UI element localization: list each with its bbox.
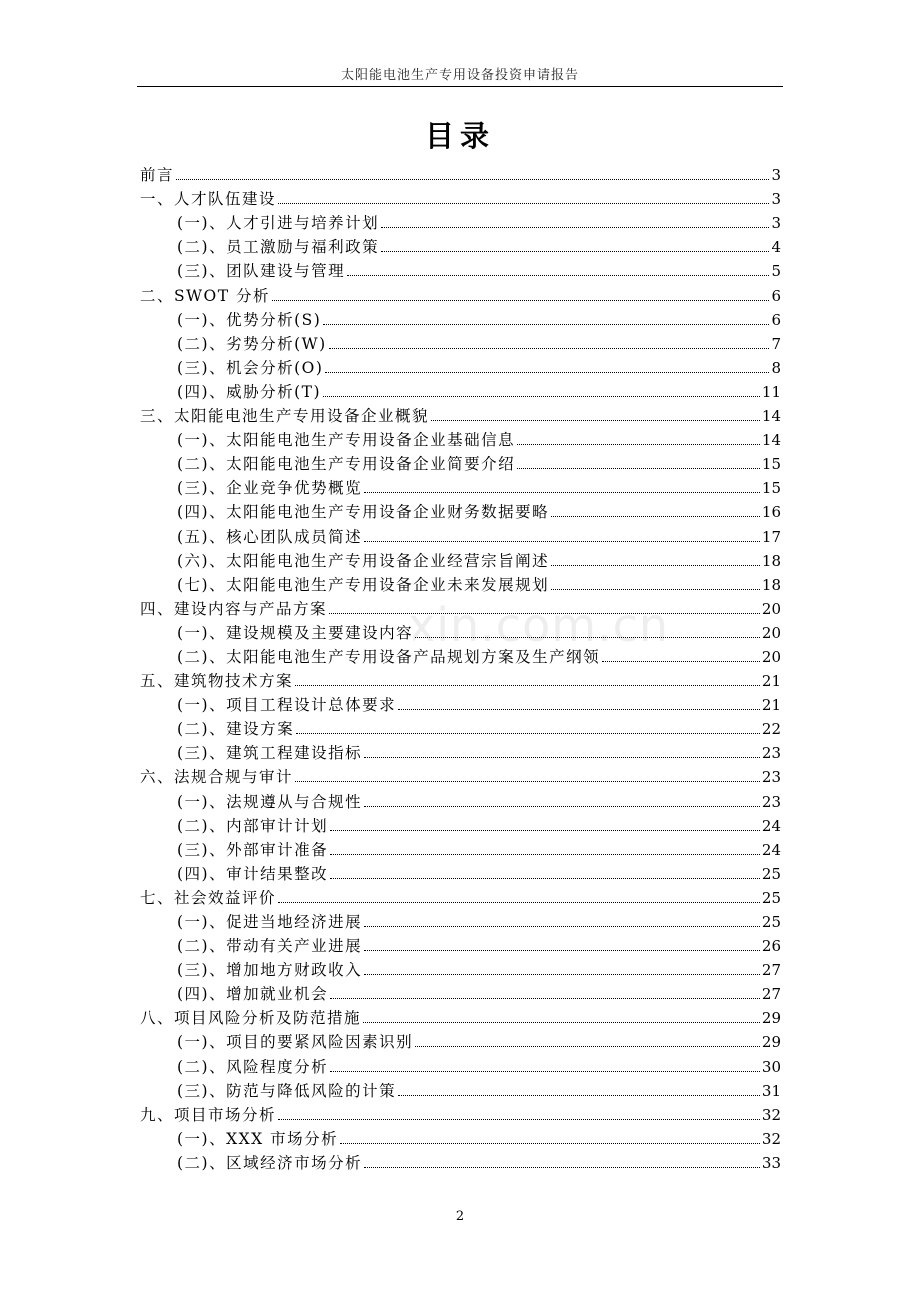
toc-entry[interactable] <box>140 667 781 691</box>
running-header: 太阳能电池生产专用设备投资申请报告 <box>340 68 579 83</box>
toc-entry-page: 24 <box>761 840 781 859</box>
toc-entry-label: (二)、带动有关产业进展 <box>177 937 363 956</box>
toc-subentry[interactable] <box>140 836 781 860</box>
toc-subentry[interactable] <box>140 739 781 763</box>
dot-leader <box>398 1094 760 1096</box>
dot-leader <box>296 732 760 734</box>
dot-leader <box>551 515 760 517</box>
toc-entry-label: 一、人才队伍建设 <box>140 190 277 209</box>
toc-subentry[interactable] <box>140 619 781 643</box>
toc-subentry[interactable] <box>140 522 781 546</box>
toc-subentry[interactable] <box>140 980 781 1004</box>
toc-entry[interactable] <box>140 595 781 619</box>
dot-leader <box>517 467 760 469</box>
toc-entry-label: (七)、太阳能电池生产专用设备企业未来发展规划 <box>177 575 550 594</box>
dot-leader <box>323 323 769 325</box>
toc-entry-label: (一)、项目工程设计总体要求 <box>177 696 397 715</box>
toc-entry-page: 31 <box>761 1081 781 1100</box>
dot-leader <box>295 780 760 782</box>
toc-entry-page: 29 <box>761 1033 781 1052</box>
toc-entry-page: 22 <box>761 720 781 739</box>
toc-subentry[interactable] <box>140 498 781 522</box>
toc-entry-page: 23 <box>761 744 781 763</box>
toc-entry-page: 23 <box>761 792 781 811</box>
toc-entry-page: 25 <box>761 888 781 907</box>
toc-subentry[interactable] <box>140 1149 781 1173</box>
toc-entry-page: 4 <box>771 238 781 257</box>
dot-leader <box>325 371 769 373</box>
toc-subentry[interactable] <box>140 1052 781 1076</box>
dot-leader <box>415 636 760 638</box>
toc-entry-label: (四)、增加就业机会 <box>177 985 329 1004</box>
dot-leader <box>278 1118 760 1120</box>
toc-subentry[interactable] <box>140 474 781 498</box>
toc-subentry[interactable] <box>140 1077 781 1101</box>
dot-leader <box>176 178 769 180</box>
toc-entry-page: 17 <box>761 527 781 546</box>
toc-entry-page: 26 <box>761 937 781 956</box>
dot-leader <box>330 829 760 831</box>
toc-entry-label: (一)、太阳能电池生产专用设备企业基础信息 <box>177 431 516 450</box>
toc-entry-page: 3 <box>771 166 781 185</box>
toc-entry-label: (二)、太阳能电池生产专用设备产品规划方案及生产纲领 <box>177 647 601 666</box>
dot-leader <box>330 853 760 855</box>
toc-subentry[interactable] <box>140 643 781 667</box>
toc-entry-label: (一)、建设规模及主要建设内容 <box>177 623 414 642</box>
toc-entry-label: (三)、外部审计准备 <box>177 840 329 859</box>
dot-leader <box>363 1021 760 1023</box>
toc-entry-page: 6 <box>771 310 781 329</box>
dot-leader <box>381 226 769 228</box>
toc-entry-page: 6 <box>771 286 781 305</box>
toc-entry-page: 27 <box>761 985 781 1004</box>
toc-entry-page: 3 <box>771 190 781 209</box>
dot-leader <box>398 708 760 710</box>
toc-subentry[interactable] <box>140 932 781 956</box>
toc-entry-page: 18 <box>761 575 781 594</box>
toc-entry[interactable] <box>140 1004 781 1028</box>
toc-subentry[interactable] <box>140 571 781 595</box>
dot-leader <box>364 805 760 807</box>
dot-leader <box>364 756 760 758</box>
toc-entry-label: (一)、促进当地经济进展 <box>177 913 363 931</box>
dot-leader <box>329 612 760 614</box>
dot-leader <box>551 564 760 566</box>
toc-entry-page: 21 <box>761 696 781 715</box>
toc-entry[interactable] <box>140 1101 781 1125</box>
toc-entry[interactable] <box>140 281 781 305</box>
toc-subentry[interactable] <box>140 812 781 836</box>
toc-entry-label: (一)、人才引进与培养计划 <box>177 214 380 233</box>
toc-entry-label: (三)、企业竞争优势概览 <box>177 479 363 498</box>
toc-entry-page: 14 <box>761 431 781 450</box>
toc-entry-label: 七、社会效益评价 <box>140 888 277 907</box>
toc-subentry[interactable] <box>140 691 781 715</box>
toc-subentry[interactable] <box>140 378 781 402</box>
dot-leader <box>329 347 770 349</box>
toc-entry-page: 29 <box>761 1009 781 1028</box>
toc-subentry[interactable] <box>140 1028 781 1052</box>
toc-subentry[interactable] <box>140 908 781 932</box>
toc-entry-label: (五)、核心团队成员简述 <box>177 527 363 546</box>
toc-subentry[interactable] <box>140 787 781 811</box>
toc-entry-label: (二)、内部审计计划 <box>177 816 329 835</box>
toc-entry-label: (三)、团队建设与管理 <box>177 262 346 281</box>
toc-entry-label: (二)、劣势分析(W) <box>177 334 327 353</box>
toc-entry-page: 5 <box>771 262 781 281</box>
toc-subentry[interactable] <box>140 956 781 980</box>
toc-entry-label: (六)、太阳能电池生产专用设备企业经营宗旨阐述 <box>177 551 550 570</box>
toc-entry-label: (一)、项目的要紧风险因素识别 <box>177 1033 414 1052</box>
toc-subentry[interactable] <box>140 547 781 571</box>
dot-leader <box>278 202 769 204</box>
toc-entry-page: 25 <box>761 864 781 883</box>
toc-entry-label: (四)、审计结果整改 <box>177 864 329 883</box>
toc-subentry[interactable] <box>140 306 781 330</box>
toc-entry-page: 7 <box>771 334 781 353</box>
toc-entry-label: (三)、防范与降低风险的计策 <box>177 1081 397 1100</box>
toc-entry-label: 前言 <box>140 166 175 185</box>
toc-entry-page: 33 <box>761 1153 781 1172</box>
toc-entry-label: 二、SWOT 分析 <box>140 286 271 305</box>
table-of-contents <box>140 161 781 1173</box>
dot-leader <box>330 997 760 999</box>
toc-entry-page: 20 <box>761 623 781 642</box>
toc-entry[interactable] <box>140 185 781 209</box>
toc-entry-page: 16 <box>761 503 781 522</box>
toc-entry-label: (二)、区域经济市场分析 <box>177 1153 363 1172</box>
dot-leader <box>340 1142 760 1144</box>
dot-leader <box>602 660 760 662</box>
toc-subentry[interactable] <box>140 1125 781 1149</box>
toc-subentry[interactable] <box>140 450 781 474</box>
toc-entry-page: 15 <box>761 479 781 498</box>
toc-entry-page: 18 <box>761 551 781 570</box>
toc-entry-page: 23 <box>761 768 781 787</box>
toc-entry-page: 21 <box>761 672 781 691</box>
toc-subentry[interactable] <box>140 209 781 233</box>
toc-entry-label: (一)、XXX 市场分析 <box>177 1129 339 1148</box>
toc-subentry[interactable] <box>140 860 781 884</box>
toc-entry-page: 24 <box>761 816 781 835</box>
toc-entry[interactable] <box>140 161 781 185</box>
toc-subentry[interactable] <box>140 330 781 354</box>
dot-leader <box>295 684 760 686</box>
dot-leader <box>431 419 760 421</box>
toc-entry-label: (三)、机会分析(O) <box>177 358 324 377</box>
toc-entry[interactable] <box>140 763 781 787</box>
dot-leader <box>364 949 760 951</box>
dot-leader <box>415 1045 760 1047</box>
toc-entry-label: (一)、优势分析(S) <box>177 310 322 329</box>
toc-subentry[interactable] <box>140 257 781 281</box>
dot-leader <box>364 540 760 542</box>
toc-entry-label: (三)、增加地方财政收入 <box>177 961 363 980</box>
page-number: 2 <box>455 1209 465 1224</box>
toc-entry-label: (二)、风险程度分析 <box>177 1057 329 1076</box>
toc-entry-page: 30 <box>761 1057 781 1076</box>
toc-entry-label: 五、建筑物技术方案 <box>140 672 294 691</box>
dot-leader <box>364 973 760 975</box>
toc-entry-label: (一)、法规遵从与合规性 <box>177 792 363 811</box>
toc-subentry[interactable] <box>140 354 781 378</box>
toc-entry-label: 八、项目风险分析及防范措施 <box>140 1009 362 1028</box>
header-divider <box>137 86 783 87</box>
dot-leader <box>323 395 760 397</box>
toc-subentry[interactable] <box>140 426 781 450</box>
toc-entry[interactable] <box>140 402 781 426</box>
toc-title: 目录 <box>424 119 495 153</box>
toc-entry-label: 四、建设内容与产品方案 <box>140 599 328 618</box>
dot-leader <box>517 443 760 445</box>
dot-leader <box>272 299 769 301</box>
toc-entry-page: 27 <box>761 961 781 980</box>
dot-leader <box>364 1166 760 1168</box>
watermark: xin.com.cn <box>408 598 670 652</box>
toc-entry-page: 15 <box>761 455 781 474</box>
toc-entry-label: (二)、太阳能电池生产专用设备企业简要介绍 <box>177 455 516 474</box>
toc-entry-label: (四)、威胁分析(T) <box>177 382 322 401</box>
dot-leader <box>347 274 769 276</box>
dot-leader <box>364 491 760 493</box>
dot-leader <box>381 250 769 252</box>
toc-entry-page: 32 <box>761 1129 781 1148</box>
toc-entry-page: 3 <box>771 214 781 233</box>
toc-entry-page: 32 <box>761 1105 781 1124</box>
toc-entry-label: (三)、建筑工程建设指标 <box>177 744 363 763</box>
dot-leader <box>330 877 760 879</box>
toc-entry-page: 25 <box>761 913 781 931</box>
toc-entry-page: 11 <box>761 382 781 401</box>
toc-entry-label: 六、法规合规与审计 <box>140 768 294 787</box>
toc-entry-page: 20 <box>761 599 781 618</box>
dot-leader <box>551 588 760 590</box>
toc-entry-page: 20 <box>761 647 781 666</box>
toc-entry-page: 14 <box>761 407 781 426</box>
toc-subentry[interactable] <box>140 715 781 739</box>
toc-entry-page: 8 <box>771 358 781 377</box>
toc-entry[interactable] <box>140 884 781 908</box>
toc-entry-label: 九、项目市场分析 <box>140 1105 277 1124</box>
dot-leader <box>278 901 760 903</box>
toc-entry-label: (二)、员工激励与福利政策 <box>177 238 380 257</box>
toc-entry-label: (二)、建设方案 <box>177 720 295 739</box>
dot-leader <box>330 1070 760 1072</box>
toc-entry-label: (四)、太阳能电池生产专用设备企业财务数据要略 <box>177 503 550 522</box>
toc-subentry[interactable] <box>140 233 781 257</box>
toc-entry-label: 三、太阳能电池生产专用设备企业概貌 <box>140 407 430 426</box>
dot-leader <box>364 925 760 927</box>
